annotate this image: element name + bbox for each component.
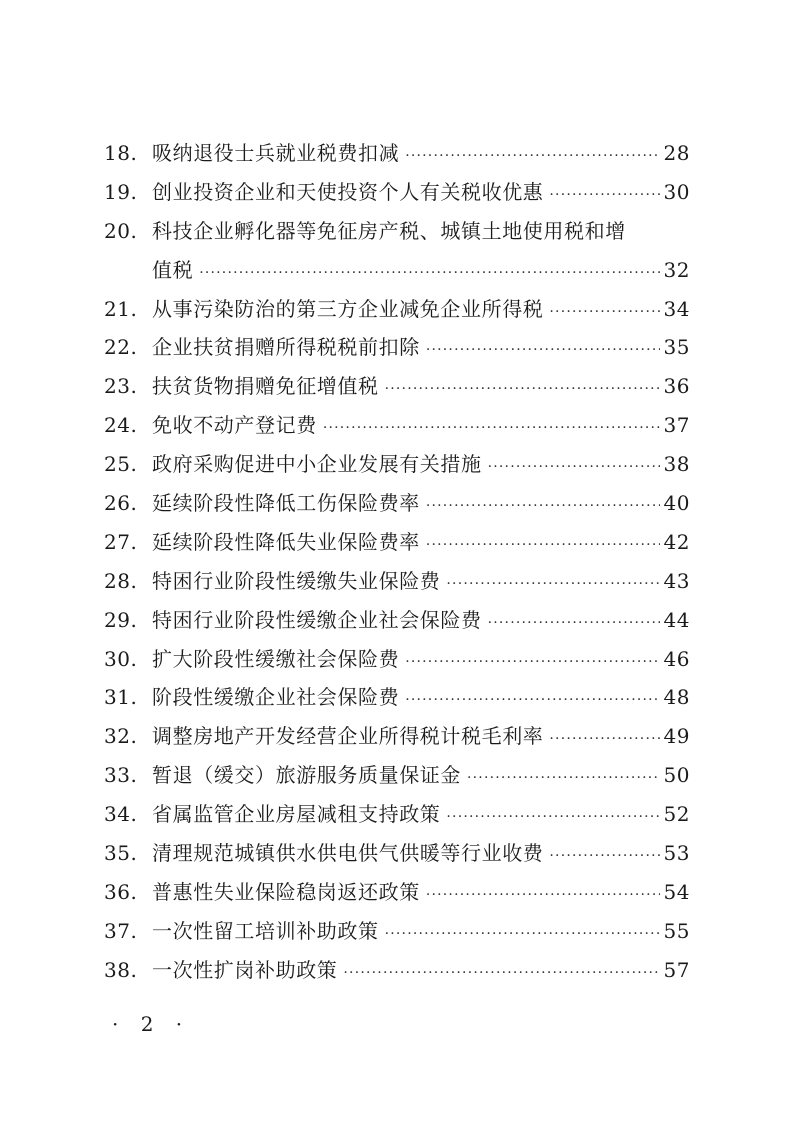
toc-entry-title: 普惠性失业保险稳岗返还政策 — [152, 879, 420, 904]
toc-entry-21[interactable] — [104, 290, 690, 329]
toc-entry-page: 44 — [663, 607, 690, 632]
toc-leader-dots — [467, 759, 660, 798]
toc-entry-page: 50 — [663, 763, 690, 788]
toc-leader-dots — [488, 604, 660, 643]
toc-leader-dots — [199, 254, 659, 293]
toc-entry-19[interactable] — [104, 173, 690, 212]
toc-entry-number: 24. — [104, 413, 138, 438]
toc-entry-number: 27. — [104, 529, 138, 554]
toc-entry-36[interactable] — [104, 873, 690, 912]
toc-entry-page: 46 — [663, 646, 690, 671]
toc-entry-29[interactable] — [104, 601, 690, 640]
toc-entry-number: 26. — [104, 491, 138, 516]
toc-entry-page: 35 — [663, 335, 690, 360]
toc-entry-title: 吸纳退役士兵就业税费扣减 — [152, 141, 400, 165]
toc-entry-page: 49 — [663, 724, 690, 749]
toc-entry-number: 20. — [104, 218, 138, 243]
toc-entry-number: 34. — [104, 802, 138, 827]
toc-entry-32[interactable] — [104, 717, 690, 756]
toc-entry-page: 32 — [663, 257, 690, 282]
toc-leader-dots — [385, 370, 660, 409]
toc-entry-page: 28 — [663, 141, 690, 165]
toc-entry-28[interactable] — [104, 562, 690, 601]
toc-entry-23[interactable] — [104, 367, 690, 406]
toc-entry-page: 48 — [663, 685, 690, 710]
toc-entry-number: 35. — [104, 841, 138, 866]
toc-entry-38[interactable] — [104, 951, 690, 990]
toc-entry-20[interactable] — [104, 212, 690, 251]
toc-entry-title: 科技企业孵化器等免征房产税、城镇土地使用税和增 — [152, 218, 626, 243]
toc-entry-title: 创业投资企业和天使投资个人有关税收优惠 — [152, 179, 544, 204]
toc-entry-page: 53 — [663, 841, 690, 866]
toc-entry-page: 42 — [663, 529, 690, 554]
toc-entry-title: 调整房地产开发经营企业所得税计税毛利率 — [152, 724, 544, 749]
toc-entry-title: 暂退（缓交）旅游服务质量保证金 — [152, 763, 461, 788]
toc-leader-dots — [549, 293, 659, 332]
toc-entry-number: 28. — [104, 568, 138, 593]
table-of-contents — [104, 134, 690, 990]
toc-leader-dots — [426, 876, 660, 915]
toc-entry-title: 阶段性缓缴企业社会保险费 — [152, 685, 400, 710]
toc-entry-title: 政府采购促进中小企业发展有关措施 — [152, 452, 482, 477]
toc-entry-30[interactable] — [104, 640, 690, 679]
toc-entry-title: 特困行业阶段性缓缴企业社会保险费 — [152, 607, 482, 632]
toc-entry-title: 特困行业阶段性缓缴失业保险费 — [152, 568, 441, 593]
toc-entry-page: 57 — [663, 957, 690, 982]
page-number: · 2 · — [112, 1012, 191, 1036]
toc-entry-title: 免收不动产登记费 — [152, 413, 317, 438]
toc-entry-title: 省属监管企业房屋减租支持政策 — [152, 802, 441, 827]
toc-leader-dots — [385, 915, 660, 954]
toc-entry-number: 30. — [104, 646, 138, 671]
toc-leader-dots — [488, 448, 660, 487]
toc-entry-20-continuation[interactable] — [104, 251, 690, 290]
toc-entry-page: 30 — [663, 179, 690, 204]
toc-entry-page: 43 — [663, 568, 690, 593]
toc-entry-25[interactable] — [104, 445, 690, 484]
toc-entry-27[interactable] — [104, 523, 690, 562]
toc-entry-number: 23. — [104, 374, 138, 399]
toc-entry-number: 21. — [104, 296, 138, 321]
toc-leader-dots — [426, 487, 660, 526]
toc-entry-24[interactable] — [104, 406, 690, 445]
toc-entry-number: 36. — [104, 879, 138, 904]
toc-entry-18[interactable] — [104, 134, 690, 173]
toc-entry-title: 扩大阶段性缓缴社会保险费 — [152, 646, 400, 671]
toc-entry-22[interactable] — [104, 328, 690, 367]
toc-entry-number: 38. — [104, 957, 138, 982]
toc-entry-page: 38 — [663, 452, 690, 477]
toc-leader-dots — [549, 176, 659, 215]
toc-entry-title: 延续阶段性降低工伤保险费率 — [152, 491, 420, 516]
toc-entry-number: 37. — [104, 918, 138, 943]
toc-entry-page: 36 — [663, 374, 690, 399]
toc-leader-dots — [405, 681, 659, 720]
toc-leader-dots — [323, 409, 660, 448]
toc-entry-number: 25. — [104, 452, 138, 477]
toc-entry-title: 扶贫货物捐赠免征增值税 — [152, 374, 379, 399]
toc-leader-dots — [405, 643, 659, 682]
toc-entry-page: 34 — [663, 296, 690, 321]
toc-entry-title: 企业扶贫捐赠所得税税前扣除 — [152, 335, 420, 360]
toc-entry-number: 22. — [104, 335, 138, 360]
toc-leader-dots — [446, 798, 659, 837]
toc-entry-page: 55 — [663, 918, 690, 943]
toc-entry-title-continuation: 值税 — [152, 257, 194, 282]
toc-entry-title: 清理规范城镇供水供电供气供暖等行业收费 — [152, 841, 544, 866]
toc-leader-dots — [426, 331, 660, 370]
toc-entry-title: 延续阶段性降低失业保险费率 — [152, 529, 420, 554]
toc-entry-33[interactable] — [104, 756, 690, 795]
toc-entry-number: 33. — [104, 763, 138, 788]
toc-entry-page: 37 — [663, 413, 690, 438]
toc-entry-number: 19. — [104, 179, 138, 204]
toc-entry-37[interactable] — [104, 912, 690, 951]
toc-leader-dots — [549, 720, 659, 759]
toc-entry-26[interactable] — [104, 484, 690, 523]
toc-entry-page: 40 — [663, 491, 690, 516]
toc-entry-page: 52 — [663, 802, 690, 827]
toc-entry-number: 31. — [104, 685, 138, 710]
toc-leader-dots — [446, 565, 659, 604]
toc-leader-dots — [343, 954, 659, 993]
toc-leader-dots — [549, 837, 659, 876]
toc-entry-title: 一次性留工培训补助政策 — [152, 918, 379, 943]
toc-entry-34[interactable] — [104, 795, 690, 834]
toc-entry-31[interactable] — [104, 678, 690, 717]
toc-entry-title: 从事污染防治的第三方企业减免企业所得税 — [152, 296, 544, 321]
toc-leader-dots — [405, 137, 659, 176]
toc-leader-dots — [426, 526, 660, 565]
toc-entry-title: 一次性扩岗补助政策 — [152, 957, 338, 982]
toc-entry-number: 18. — [104, 141, 138, 165]
toc-entry-page: 54 — [663, 879, 690, 904]
toc-entry-number: 32. — [104, 724, 138, 749]
toc-entry-35[interactable] — [104, 834, 690, 873]
toc-entry-number: 29. — [104, 607, 138, 632]
